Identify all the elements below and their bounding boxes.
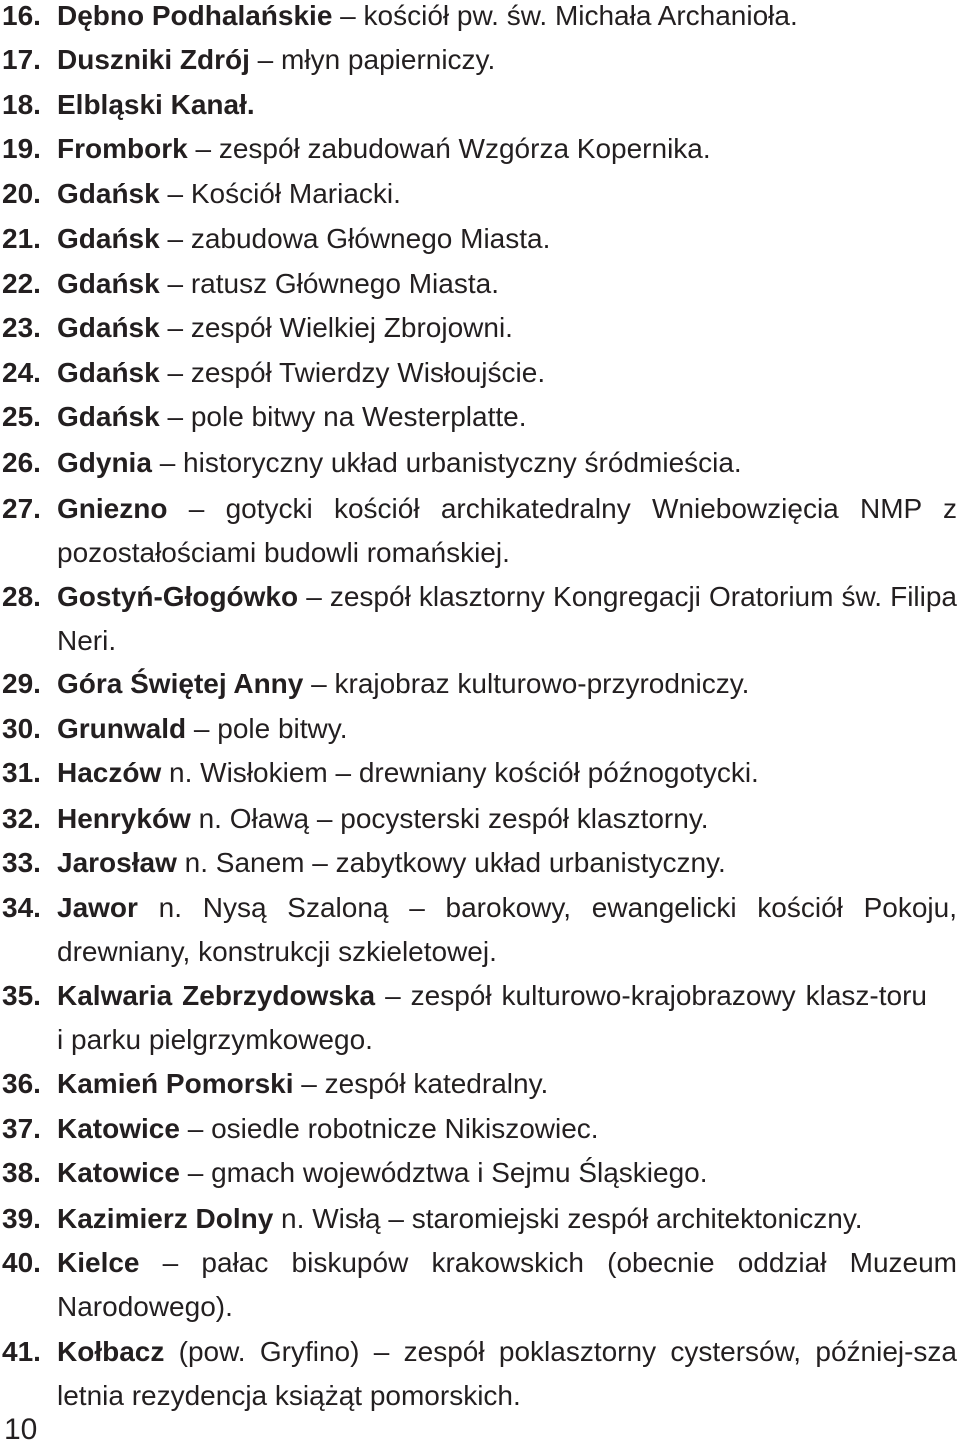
site-name: Gniezno <box>57 493 168 524</box>
site-name: Kamień Pomorski <box>57 1068 294 1099</box>
item-number: 18. <box>2 89 41 120</box>
site-description: – pałac biskupów krakowskich (obecnie oddział Muzeum Narodowego). <box>57 1247 957 1322</box>
site-description: – krajobraz kulturowo-przyrodniczy. <box>303 668 750 699</box>
site-description: – osiedle robotnicze Nikiszowiec. <box>179 1113 599 1144</box>
item-text <box>57 351 957 395</box>
item-number: 41. <box>2 1336 41 1367</box>
item-text <box>57 886 957 974</box>
site-location: n. Nysą Szaloną <box>137 892 389 923</box>
site-location: n. Oławą <box>190 803 310 834</box>
item-text <box>57 1197 957 1241</box>
item-text <box>57 1062 957 1106</box>
item-text <box>57 575 957 663</box>
site-location: n. Sanem <box>176 847 305 878</box>
item-number: 40. <box>2 1247 41 1278</box>
site-description: – Kościół Mariacki. <box>159 178 401 209</box>
site-description: – pole bitwy. <box>186 713 348 744</box>
site-description: – kościół pw. św. Michała Archanioła. <box>332 0 798 31</box>
item-number: 22. <box>2 268 41 299</box>
item-text <box>57 83 957 127</box>
item-text <box>57 707 957 751</box>
item-text <box>57 1107 957 1151</box>
item-number: 39. <box>2 1203 41 1234</box>
item-number: 30. <box>2 713 41 744</box>
item-text <box>57 1151 957 1195</box>
site-name: Jarosław <box>57 847 177 878</box>
site-name: Elbląski Kanał. <box>57 89 255 120</box>
site-description: – zespół klasztorny Kongregacji Oratorium św. Filipa Neri. <box>57 581 957 656</box>
item-number: 26. <box>2 447 41 478</box>
site-description: – barokowy, ewangelicki kościół Pokoju, drewniany, konstrukcji szkieletowej. <box>57 892 957 967</box>
site-name: Gdańsk <box>57 357 160 388</box>
site-description: – staromiejski zespół architektoniczny. <box>380 1203 863 1234</box>
site-description: – historyczny układ urbanistyczny śródmieścia. <box>151 447 742 478</box>
item-number: 25. <box>2 401 41 432</box>
site-description: – ratusz Głównego Miasta. <box>159 268 499 299</box>
site-description: – gmach województwa i Sejmu Śląskiego. <box>179 1157 708 1188</box>
item-number: 19. <box>2 133 41 164</box>
item-number: 38. <box>2 1157 41 1188</box>
site-location: (pow. Gryfino) <box>164 1336 360 1367</box>
item-text <box>57 127 957 171</box>
item-text <box>57 172 957 216</box>
item-text <box>57 38 957 82</box>
site-name: Góra Świętej Anny <box>57 668 304 699</box>
site-description: – pocysterski zespół klasztorny. <box>309 803 709 834</box>
item-text <box>57 441 957 485</box>
site-name: Haczów <box>57 757 162 788</box>
site-description: – zespół Twierdzy Wisłoujście. <box>159 357 546 388</box>
item-number: 29. <box>2 668 41 699</box>
item-text <box>57 395 957 439</box>
site-description: – zespół katedralny. <box>293 1068 549 1099</box>
site-name: Gdańsk <box>57 401 160 432</box>
site-name: Dębno Podhalańskie <box>57 0 333 31</box>
item-number: 20. <box>2 178 41 209</box>
item-text <box>57 306 957 350</box>
site-location: n. Wisłą <box>273 1203 381 1234</box>
item-number: 34. <box>2 892 41 923</box>
item-text <box>57 1330 957 1418</box>
site-name: Kazimierz Dolny <box>57 1203 274 1234</box>
item-number: 37. <box>2 1113 41 1144</box>
item-number: 31. <box>2 757 41 788</box>
site-description: – zespół kulturowo-krajobrazowy klasz-toru i parku pielgrzymkowego. <box>57 980 927 1055</box>
site-description: – zespół zabudowań Wzgórza Kopernika. <box>187 133 711 164</box>
site-name: Jawor <box>57 892 138 923</box>
item-number: 24. <box>2 357 41 388</box>
site-location: n. Wisłokiem <box>161 757 328 788</box>
item-text <box>57 841 957 885</box>
site-description: – drewniany kościół późnogotycki. <box>327 757 759 788</box>
site-name: Gdańsk <box>57 223 160 254</box>
site-name: Gdynia <box>57 447 152 478</box>
item-number: 21. <box>2 223 41 254</box>
site-name: Kielce <box>57 1247 140 1278</box>
site-name: Grunwald <box>57 713 187 744</box>
site-description: – zabytkowy układ urbanistyczny. <box>304 847 726 878</box>
site-description: – zespół Wielkiej Zbrojowni. <box>159 312 513 343</box>
site-description: – młyn papierniczy. <box>249 44 496 75</box>
item-number: 35. <box>2 980 41 1011</box>
site-name: Henryków <box>57 803 191 834</box>
site-name: Duszniki Zdrój <box>57 44 250 75</box>
item-text <box>57 751 957 795</box>
site-name: Gdańsk <box>57 178 160 209</box>
site-name: Gostyń-Głogówko <box>57 581 299 612</box>
item-number: 36. <box>2 1068 41 1099</box>
item-number: 23. <box>2 312 41 343</box>
site-name: Gdańsk <box>57 268 160 299</box>
item-text <box>57 974 927 1062</box>
site-name: Kołbacz <box>57 1336 165 1367</box>
site-name: Gdańsk <box>57 312 160 343</box>
page-number: 10 <box>4 1413 38 1446</box>
item-text <box>57 1241 957 1329</box>
site-name: Katowice <box>57 1157 180 1188</box>
item-text <box>57 217 957 261</box>
item-number: 32. <box>2 803 41 834</box>
item-number: 28. <box>2 581 41 612</box>
item-text <box>57 662 957 706</box>
site-description: – gotycki kościół archikatedralny Wniebowzięcia NMP z pozostałościami budowli romańskiej. <box>57 493 957 568</box>
site-description: – zespół poklasztorny cystersów, później-sza letnia rezydencja książąt pomorskich. <box>57 1336 958 1411</box>
site-name: Kalwaria Zebrzydowska <box>57 980 376 1011</box>
item-number: 33. <box>2 847 41 878</box>
item-number: 16. <box>2 0 41 31</box>
item-text <box>57 797 957 841</box>
item-text <box>57 0 957 38</box>
item-number: 27. <box>2 493 41 524</box>
site-description: – zabudowa Głównego Miasta. <box>159 223 551 254</box>
site-name: Frombork <box>57 133 188 164</box>
item-number: 17. <box>2 44 41 75</box>
site-description: – pole bitwy na Westerplatte. <box>159 401 527 432</box>
item-text <box>57 487 957 575</box>
item-text <box>57 262 957 306</box>
site-name: Katowice <box>57 1113 180 1144</box>
